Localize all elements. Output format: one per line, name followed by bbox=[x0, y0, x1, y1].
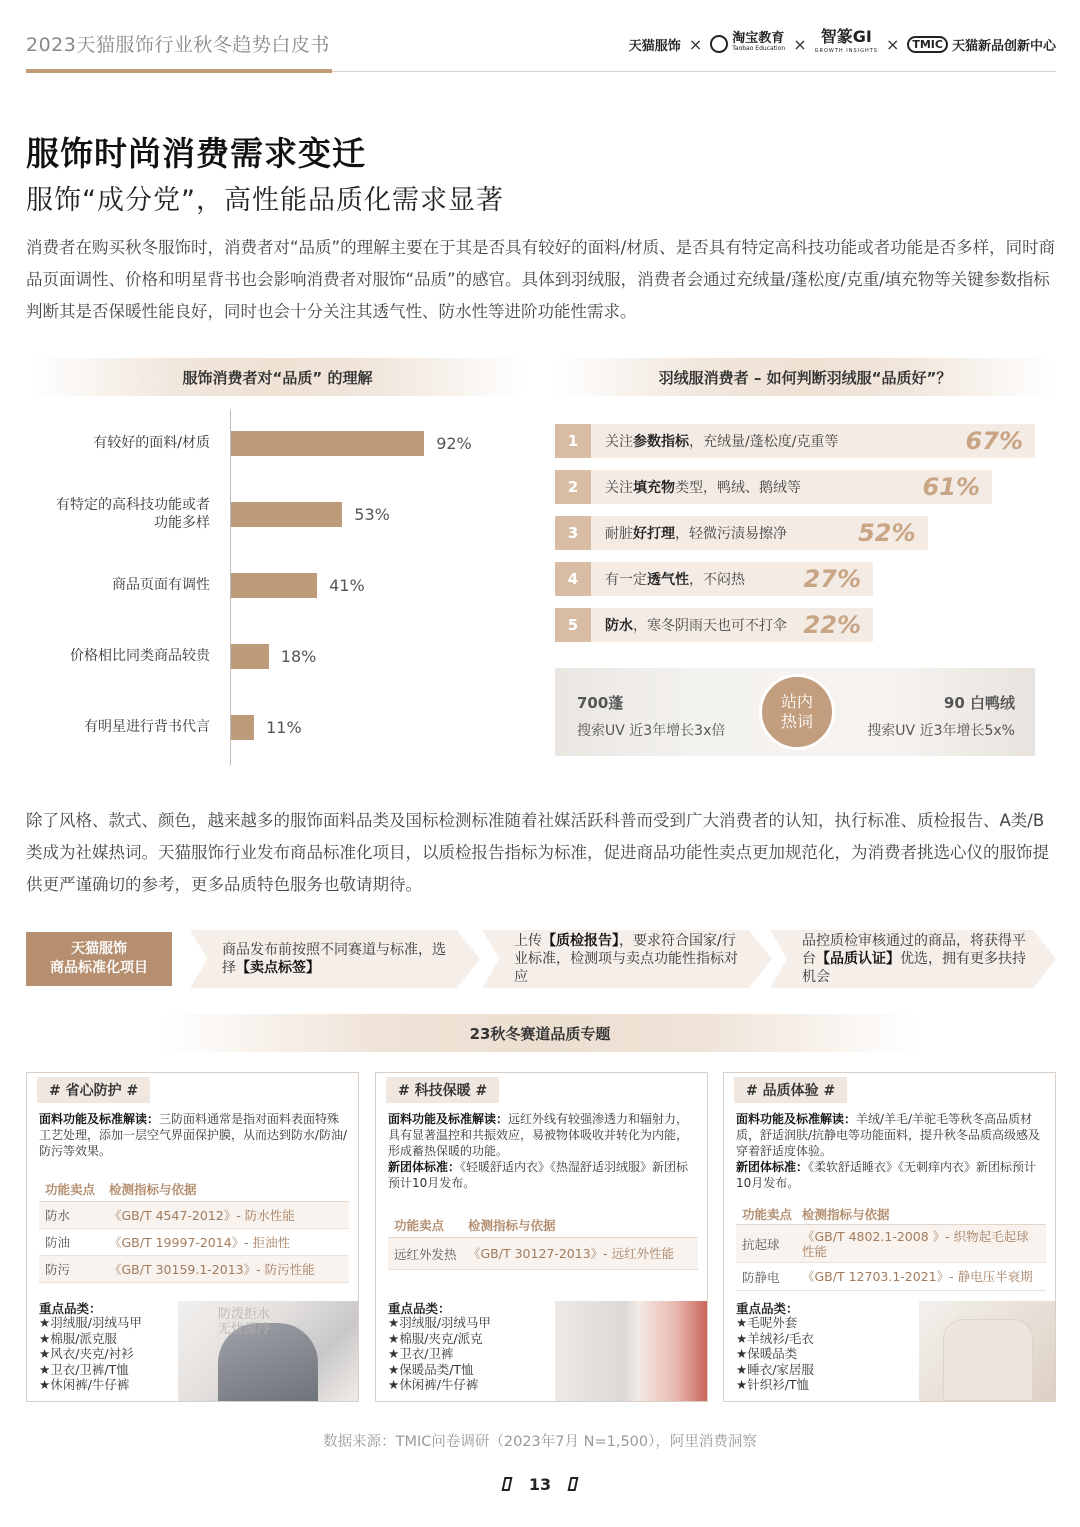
chart-value-label: 18% bbox=[280, 647, 317, 666]
hot-term-right: 90 白鸭绒 bbox=[943, 694, 1015, 712]
ranking-text bbox=[591, 569, 804, 589]
process-step-text-bold: 【品质认证】 bbox=[816, 951, 900, 967]
table-cell-feature: 远红外发热 bbox=[394, 1246, 457, 1262]
tmic-logo-mark: TMIC bbox=[907, 36, 948, 53]
card-description bbox=[39, 1111, 349, 1159]
process-step-text-pre: 上传 bbox=[514, 933, 542, 949]
table-cell-feature: 抗起球 bbox=[742, 1236, 780, 1252]
chart-category-label: 有较好的面料/材质 bbox=[93, 435, 210, 451]
photo-caption-line1: 防泼拒水 bbox=[218, 1307, 271, 1322]
key-categories-list bbox=[736, 1315, 814, 1393]
tmall-fashion-logo-text: 天猫服饰 bbox=[628, 38, 681, 54]
hot-words-badge-line1: 站内 bbox=[780, 692, 813, 711]
process-step-text-post: ，要求符合国家/行业标准，检测项与卖点功能性指标对应 bbox=[514, 933, 738, 985]
table-header-standard: 检测指标与依据 bbox=[109, 1181, 197, 1197]
ranking-text-pre: 有一定 bbox=[605, 572, 647, 588]
table-cell-standard: 《GB/T 4802.1-2008 》- 织物起毛起球性能 bbox=[802, 1228, 1029, 1259]
card-desc2-label: 新团体标准： bbox=[736, 1160, 809, 1174]
tmic-logo bbox=[907, 35, 1056, 54]
chart-value-label: 11% bbox=[266, 718, 302, 737]
taobao-education-logo-en: Taobao Education bbox=[732, 45, 786, 52]
category-item: ★卫衣/卫裤/T恤 bbox=[39, 1361, 129, 1377]
ranking-text-post: ，轻微污渍易擦净 bbox=[675, 526, 787, 542]
card-description bbox=[736, 1111, 1046, 1191]
ranking-text-pre: 关注 bbox=[605, 480, 633, 496]
sweater-image bbox=[943, 1319, 1033, 1401]
quality-understanding-chart bbox=[30, 400, 525, 770]
category-item: ★针织衫/T恤 bbox=[736, 1377, 810, 1392]
taobao-education-logo bbox=[710, 31, 786, 54]
category-item: ★休闲裤/牛仔裤 bbox=[388, 1377, 479, 1392]
growth-insights-logo bbox=[814, 27, 878, 58]
ranking-text-pre: 关注 bbox=[605, 434, 633, 450]
ranking-percentage: 67% bbox=[965, 427, 1023, 455]
table-cell-standard: 《GB/T 4547-2012》- 防水性能 bbox=[109, 1207, 295, 1223]
table-header-feature: 功能卖点 bbox=[45, 1181, 96, 1197]
chart-bar bbox=[231, 502, 342, 527]
card-desc2-label: 新团体标准： bbox=[388, 1160, 461, 1174]
table-header-standard: 检测指标与依据 bbox=[468, 1217, 556, 1233]
photo-caption-line2: 无忧湿冷 bbox=[218, 1322, 271, 1337]
category-item: ★棉服/夹克/派克 bbox=[388, 1330, 483, 1346]
ranking-text-keyword: 好打理 bbox=[633, 526, 675, 542]
key-categories-title: 重点品类： bbox=[388, 1301, 451, 1316]
card-tag: # 品质体验 # bbox=[734, 1077, 847, 1103]
page-bracket-left bbox=[501, 1477, 512, 1491]
ranking-text bbox=[591, 477, 923, 497]
chart-value-label: 53% bbox=[354, 505, 390, 524]
chart-bar-row bbox=[30, 489, 525, 539]
table-cell-feature: 防油 bbox=[45, 1235, 71, 1250]
card-standard-table bbox=[388, 1212, 698, 1270]
ranking-row bbox=[555, 424, 1035, 458]
page-subtitle: 服饰“成分党”，高性能品质化需求显著 bbox=[26, 185, 504, 216]
tmall-fashion-logo bbox=[629, 35, 681, 54]
table-row bbox=[39, 1256, 349, 1283]
key-categories-title: 重点品类： bbox=[736, 1301, 799, 1316]
table-cell-standard: 《GB/T 12703.1-2021》- 静电压半衰期 bbox=[802, 1269, 1033, 1284]
chart-category-label: 有特定的高科技功能或者功能多样 bbox=[56, 497, 210, 531]
key-categories-list bbox=[39, 1315, 142, 1393]
category-item: ★保暖品类/T恤 bbox=[388, 1361, 474, 1377]
taobao-education-icon bbox=[710, 35, 728, 53]
table-cell-feature: 防静电 bbox=[742, 1269, 780, 1285]
key-categories-title: 重点品类： bbox=[39, 1301, 102, 1316]
table-header-standard: 检测指标与依据 bbox=[802, 1206, 890, 1222]
table-row bbox=[39, 1202, 349, 1229]
table-row bbox=[736, 1263, 1046, 1291]
category-item: ★毛呢外套 bbox=[736, 1315, 798, 1330]
card-desc-label: 面料功能及标准解读： bbox=[39, 1112, 160, 1126]
quality-understanding-title: 服饰消费者对“品质” 的理解 bbox=[30, 358, 525, 396]
category-item: ★羽绒服/羽绒马甲 bbox=[388, 1315, 491, 1330]
card-standard-table bbox=[736, 1203, 1046, 1291]
ranking-text-keyword: 防水 bbox=[605, 618, 633, 634]
ranking-text-post: 类型，鸭绒、鹅绒等 bbox=[675, 480, 801, 496]
chart-category-label: 有明星进行背书代言 bbox=[84, 719, 210, 735]
category-item: ★羊绒衫/毛衣 bbox=[736, 1330, 814, 1346]
card-desc-label: 面料功能及标准解读： bbox=[736, 1112, 857, 1126]
tmic-logo-text: 天猫新品创新中心 bbox=[951, 38, 1056, 54]
ranking-text-pre: 耐脏 bbox=[605, 526, 633, 542]
table-row bbox=[388, 1238, 698, 1270]
chart-category-label: 价格相比同类商品较贵 bbox=[70, 648, 210, 664]
knitwear-photo bbox=[919, 1301, 1055, 1401]
chart-bar-row bbox=[30, 702, 525, 752]
page-number-text: 13 bbox=[528, 1475, 552, 1494]
process-step-text bbox=[770, 932, 1056, 986]
ranking-text-keyword: 填充物 bbox=[633, 480, 675, 496]
chart-bar-row bbox=[30, 631, 525, 681]
chart-bar bbox=[231, 715, 254, 740]
table-header bbox=[388, 1212, 698, 1238]
ranking-number: 4 bbox=[555, 562, 591, 596]
data-source-note: 数据来源：TMIC问卷调研（2023年7月 N=1,500），阿里消费洞察 bbox=[323, 1434, 757, 1450]
ranking-percentage: 52% bbox=[858, 519, 916, 547]
hot-term-left-growth: 搜索UV 近3年增长3x倍 bbox=[577, 723, 726, 739]
category-item: ★羽绒服/羽绒马甲 bbox=[39, 1315, 142, 1330]
ranking-row bbox=[555, 562, 873, 596]
category-item: ★睡衣/家居服 bbox=[736, 1361, 814, 1377]
growth-insights-logo-text: 智篆GI bbox=[820, 27, 872, 46]
ranking-text bbox=[591, 523, 858, 543]
process-step-1 bbox=[190, 930, 480, 988]
table-cell-standard: 《GB/T 30159.1-2013》- 防污性能 bbox=[109, 1261, 315, 1277]
process-step-text-post: 优选，拥有更多扶持机会 bbox=[802, 951, 1026, 985]
page-bracket-right bbox=[568, 1477, 579, 1491]
card-desc-text: 羊绒/羊毛/羊驼毛等秋冬高品质材质，舒适润肤/抗静电等功能面料，提升秋冬品质高级感及穿着舒适度体验。 bbox=[736, 1112, 1041, 1158]
chart-category-label: 商品页面有调性 bbox=[112, 577, 210, 593]
table-cell-feature: 防污 bbox=[45, 1262, 71, 1277]
ranking-number: 1 bbox=[555, 424, 591, 458]
hot-words-badge-line2: 热词 bbox=[780, 712, 813, 731]
page-title: 服饰时尚消费需求变迁 bbox=[26, 134, 366, 173]
ranking-text-keyword: 透气性 bbox=[647, 572, 689, 588]
process-step-text bbox=[482, 932, 772, 986]
process-step-3 bbox=[770, 930, 1056, 988]
process-step-2 bbox=[482, 930, 772, 988]
standardization-process bbox=[26, 930, 1056, 988]
chart-value-label: 92% bbox=[436, 434, 472, 453]
down-quality-title: 羽绒服消费者 – 如何判断羽绒服“品质好”？ bbox=[555, 358, 1055, 396]
table-header bbox=[39, 1176, 349, 1202]
table-header-feature: 功能卖点 bbox=[394, 1217, 445, 1233]
ranking-number: 3 bbox=[555, 516, 591, 550]
page-number bbox=[0, 1475, 1080, 1494]
card-desc-text: 远红外线有较强渗透力和辐射力，具有显著温控和共振效应，易被物体吸收并转化为内能，形成蓄热保暖的功能。 bbox=[388, 1112, 689, 1158]
chart-bar bbox=[231, 644, 269, 669]
ranking-text-post: ，充绒量/蓬松度/克重等 bbox=[689, 434, 839, 450]
category-item: ★棉服/派克服 bbox=[39, 1330, 117, 1346]
card-tag: # 科技保暖 # bbox=[386, 1077, 499, 1103]
card-desc2-text: 《柔软舒适睡衣》《无刺痒内衣》新团标预计10月发布。 bbox=[736, 1160, 1037, 1190]
card-protection bbox=[26, 1072, 359, 1402]
process-head-line2: 商品标准化项目 bbox=[50, 960, 148, 976]
category-item: ★风衣/夹克/衬衫 bbox=[39, 1346, 134, 1361]
card-desc2-text: 《轻暖舒适内衣》《热湿舒适羽绒服》新团标预计10月发布。 bbox=[388, 1160, 689, 1190]
table-row bbox=[736, 1225, 1046, 1263]
ranking-text bbox=[591, 431, 966, 451]
ranking-text bbox=[591, 615, 804, 635]
chart-bar-row bbox=[30, 418, 525, 468]
far-infrared-photo bbox=[555, 1301, 707, 1401]
category-item: ★休闲裤/牛仔裤 bbox=[39, 1377, 130, 1392]
growth-insights-logo-en: GROWTH INSIGHTS bbox=[814, 48, 878, 54]
ranking-text-post: ，寒冬阴雨天也可不打伞 bbox=[633, 618, 787, 634]
chart-bar bbox=[231, 431, 424, 456]
partner-logos bbox=[628, 27, 1056, 58]
process-step-text-bold: 【卖点标签】 bbox=[236, 960, 320, 976]
category-item: ★卫衣/卫裤 bbox=[388, 1346, 454, 1361]
card-desc-label: 面料功能及标准解读： bbox=[388, 1112, 509, 1126]
table-cell-feature: 防水 bbox=[45, 1208, 71, 1223]
standardization-paragraph: 除了风格、款式、颜色，越来越多的服饰面料品类及国标检测标准随着社媒活跃科普而受到广大消费者的认知，执行标准、质检报告、A类/B类成为社媒热词。天猫服饰行业发布商品标准化项目，以质检报告指标为标准，促进商品功能性卖点更加规范化，为消费者挑选心仪的服饰提供更严谨确切的参考，更多品质特色服务也敬请期待。 bbox=[26, 811, 1049, 894]
ranking-number: 2 bbox=[555, 470, 591, 504]
taobao-education-logo-text: 淘宝教育 bbox=[732, 31, 785, 46]
ranking-row bbox=[555, 470, 992, 504]
chart-bar-row bbox=[30, 560, 525, 610]
table-header-feature: 功能卖点 bbox=[742, 1206, 793, 1222]
report-title: 2023天猫服饰行业秋冬趋势白皮书 bbox=[26, 34, 330, 56]
theme-title: 23秋冬赛道品质专题 bbox=[160, 1014, 920, 1052]
card-standard-table bbox=[39, 1176, 349, 1283]
process-step-text-bold: 【质检报告】 bbox=[542, 933, 619, 949]
chart-bar bbox=[231, 573, 317, 598]
chart-value-label: 41% bbox=[329, 576, 365, 595]
process-head bbox=[26, 932, 172, 986]
logo-separator: × bbox=[885, 34, 900, 54]
card-desc-text: 三防面料通常是指对面料表面特殊工艺处理，添加一层空气界面保护膜，从而达到防水/防油/防污等效果。 bbox=[39, 1112, 348, 1158]
hot-search-box bbox=[555, 668, 1035, 756]
hot-words-badge bbox=[759, 674, 835, 750]
ranking-percentage: 22% bbox=[803, 611, 861, 639]
intro-paragraph: 消费者在购买秋冬服饰时，消费者对“品质”的理解主要在于其是否具有较好的面料/材质、是否具有特定高科技功能或者功能是否多样，同时商品页面调性、价格和明星背书也会影响消费者对服饰“品质”的感官。具体到羽绒服，消费者会通过充绒量/蓬松度/克重/填充物等关键参数指标判断其是否保暖性能良好，同时也会十分关注其透气性、防水性等进阶功能性需求。 bbox=[26, 238, 1056, 321]
ranking-text-keyword: 参数指标 bbox=[633, 434, 689, 450]
ranking-percentage: 27% bbox=[803, 565, 861, 593]
key-categories-list bbox=[388, 1315, 491, 1393]
photo-caption bbox=[218, 1307, 270, 1337]
table-header bbox=[736, 1203, 1046, 1225]
logo-separator: × bbox=[688, 34, 703, 54]
logo-separator: × bbox=[793, 34, 807, 54]
table-cell-standard: 《GB/T 19997-2014》- 拒油性 bbox=[109, 1234, 291, 1250]
process-step-text-pre: 商品发布前按照不同赛道与标准，选择 bbox=[222, 942, 446, 976]
card-tag: # 省心防护 # bbox=[37, 1077, 150, 1103]
process-head-line1: 天猫服饰 bbox=[71, 941, 127, 957]
waterproof-jacket-photo bbox=[178, 1301, 358, 1401]
card-quality-experience bbox=[723, 1072, 1056, 1402]
process-step-text-pre: 品控质检审核通过的商品，将获得平台 bbox=[802, 933, 1026, 967]
table-row bbox=[39, 1229, 349, 1256]
card-description bbox=[388, 1111, 698, 1191]
hot-term-left: 700蓬 bbox=[577, 694, 624, 712]
hot-term-right-growth: 搜索UV 近3年增长5x% bbox=[867, 723, 1015, 739]
header-accent-bar bbox=[26, 69, 332, 73]
ranking-text-post: ，不闷热 bbox=[689, 572, 745, 588]
category-item: ★保暖品类 bbox=[736, 1346, 798, 1361]
ranking-row bbox=[555, 516, 928, 550]
table-cell-standard: 《GB/T 30127-2013》- 远红外性能 bbox=[468, 1246, 675, 1261]
card-tech-warmth bbox=[375, 1072, 708, 1402]
process-step-text bbox=[190, 941, 480, 977]
ranking-row bbox=[555, 608, 873, 642]
ranking-percentage: 61% bbox=[922, 473, 980, 501]
ranking-number: 5 bbox=[555, 608, 591, 642]
